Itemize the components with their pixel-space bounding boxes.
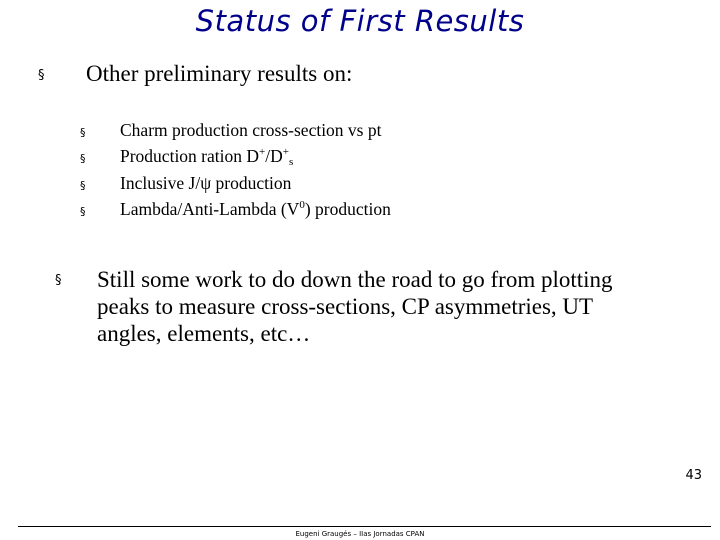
footer-divider: [18, 526, 711, 527]
bullet-icon: §: [80, 126, 86, 139]
list-item: [120, 199, 391, 220]
item-text: Inclusive J/ψ production: [120, 173, 292, 193]
bullet-icon: §: [80, 205, 86, 218]
subscript: s: [288, 156, 294, 168]
list-item: [120, 146, 293, 167]
bullet-icon: §: [80, 179, 86, 192]
bullet-icon: §: [38, 68, 45, 83]
note-text: Still some work to do down the road to go from plotting peaks to measure cross-sections, CP asymmetries, UT angles, elements, etc…: [97, 267, 613, 346]
item-text: Production ration D: [120, 146, 260, 166]
superscript: 0: [299, 199, 305, 211]
item-text: /D: [265, 146, 283, 166]
superscript: +: [282, 146, 289, 158]
superscript: +: [259, 146, 266, 158]
list-item: [120, 173, 291, 194]
item-text: Lambda/Anti-Lambda (V: [120, 199, 300, 219]
bullet-icon: §: [80, 152, 86, 165]
page-title: Status of First Results: [195, 4, 525, 38]
item-text: Charm production cross-section vs pt: [120, 120, 382, 140]
bullet-icon: §: [55, 273, 62, 288]
list-item: [120, 120, 381, 141]
item-text: ) production: [304, 199, 391, 219]
intro-text: Other preliminary results on:: [86, 61, 353, 86]
footer-text: Eugeni Graugés – IIas Jornadas CPAN: [295, 530, 425, 538]
page-number: 43: [685, 468, 702, 483]
